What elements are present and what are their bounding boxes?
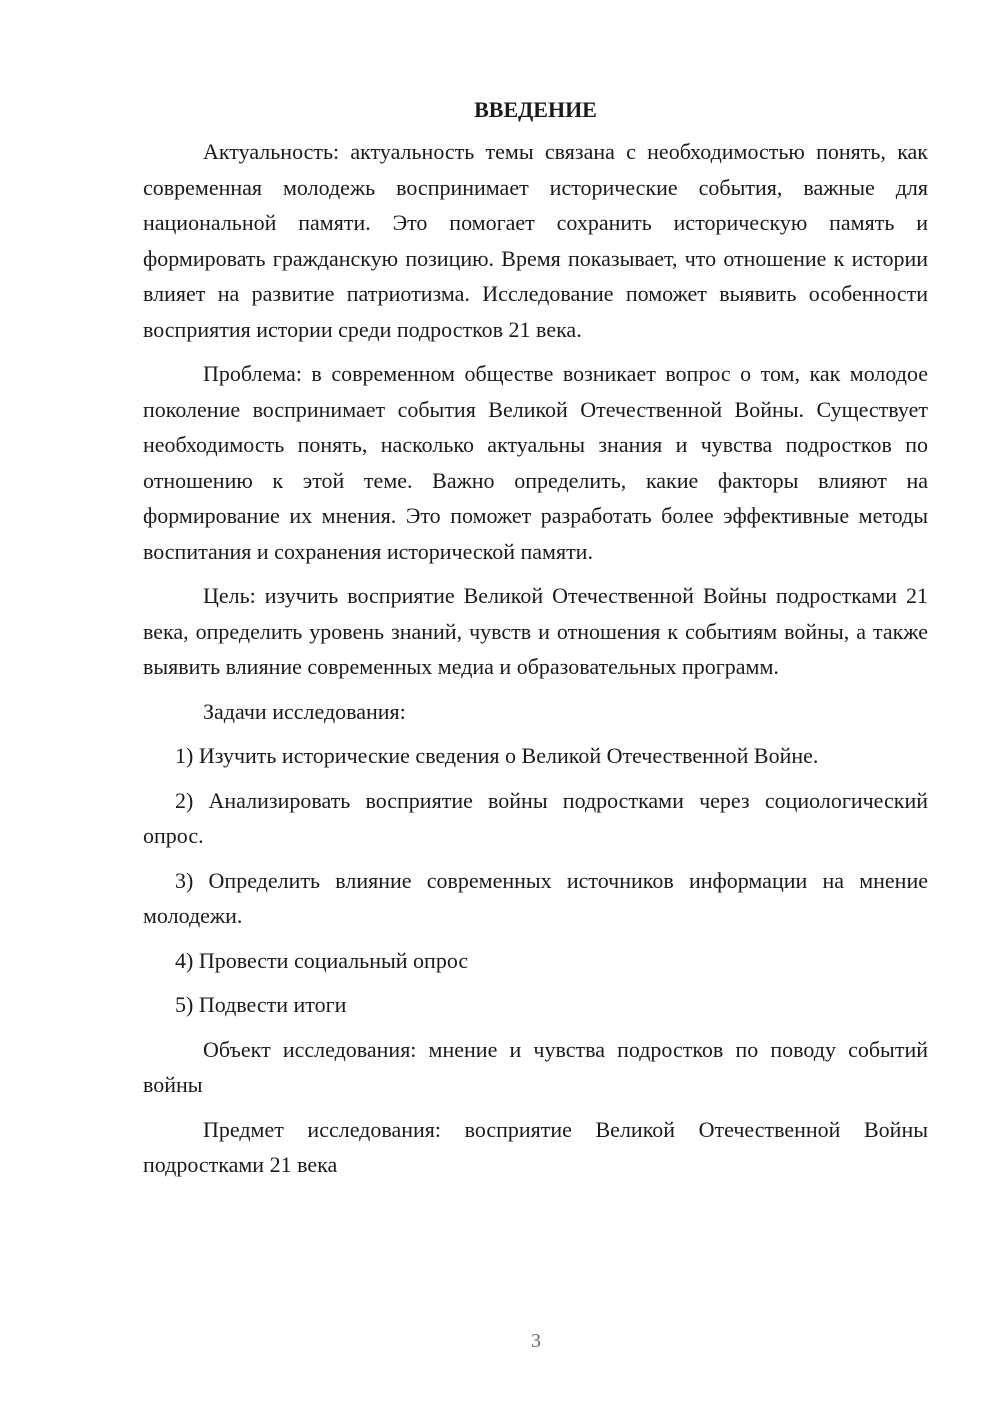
- page-title: ВВЕДЕНИЕ: [474, 97, 597, 122]
- task-item: 2) Анализировать восприятие войны подростками через социологический опрос.: [143, 787, 928, 848]
- tasks-heading: Задачи исследования:: [203, 698, 406, 724]
- relevance-paragraph: Актуальность: актуальность темы связана с необходимостью понять, как современная молодежь воспринимает исторические события, важные для национальной памяти. Это помогает сохранить историческую память и формировать гражданскую позицию. Время показывает, что отношение к истории влияет на развитие патриотизма. Исследование поможет выявить особенности восприятия истории среди подростков 21 века.: [143, 139, 928, 342]
- document-page: [143, 90, 928, 1183]
- task-item: 1) Изучить исторические сведения о Великой Отечественной Войне.: [175, 743, 819, 768]
- subject-paragraph: Предмет исследования: восприятие Великой Отечественной Войны подростками 21 века: [143, 1116, 928, 1177]
- object-paragraph: Объект исследования: мнение и чувства подростков по поводу событий войны: [143, 1036, 928, 1097]
- page-number: 3: [531, 1330, 541, 1352]
- task-item: 4) Провести социальный опрос: [175, 947, 469, 973]
- problem-paragraph: Проблема: в современном обществе возникает вопрос о том, как молодое поколение воспринимает события Великой Отечественной Войны. Существует необходимость понять, насколько актуальны знания и чувства подростков по отношению к этой теме. Важно определить, какие факторы влияют на формирование их мнения. Это поможет разработать более эффективные методы воспитания и сохранения исторической памяти.: [143, 361, 928, 564]
- task-item: 5) Подвести итоги: [175, 992, 347, 1017]
- goal-paragraph: Цель: изучить восприятие Великой Отечественной Войны подростками 21 века, определить уровень знаний, чувств и отношения к событиям войны, а также выявить влияние современных медиа и образовательных программ.: [143, 583, 928, 679]
- task-item: 3) Определить влияние современных источников информации на мнение молодежи.: [143, 867, 928, 928]
